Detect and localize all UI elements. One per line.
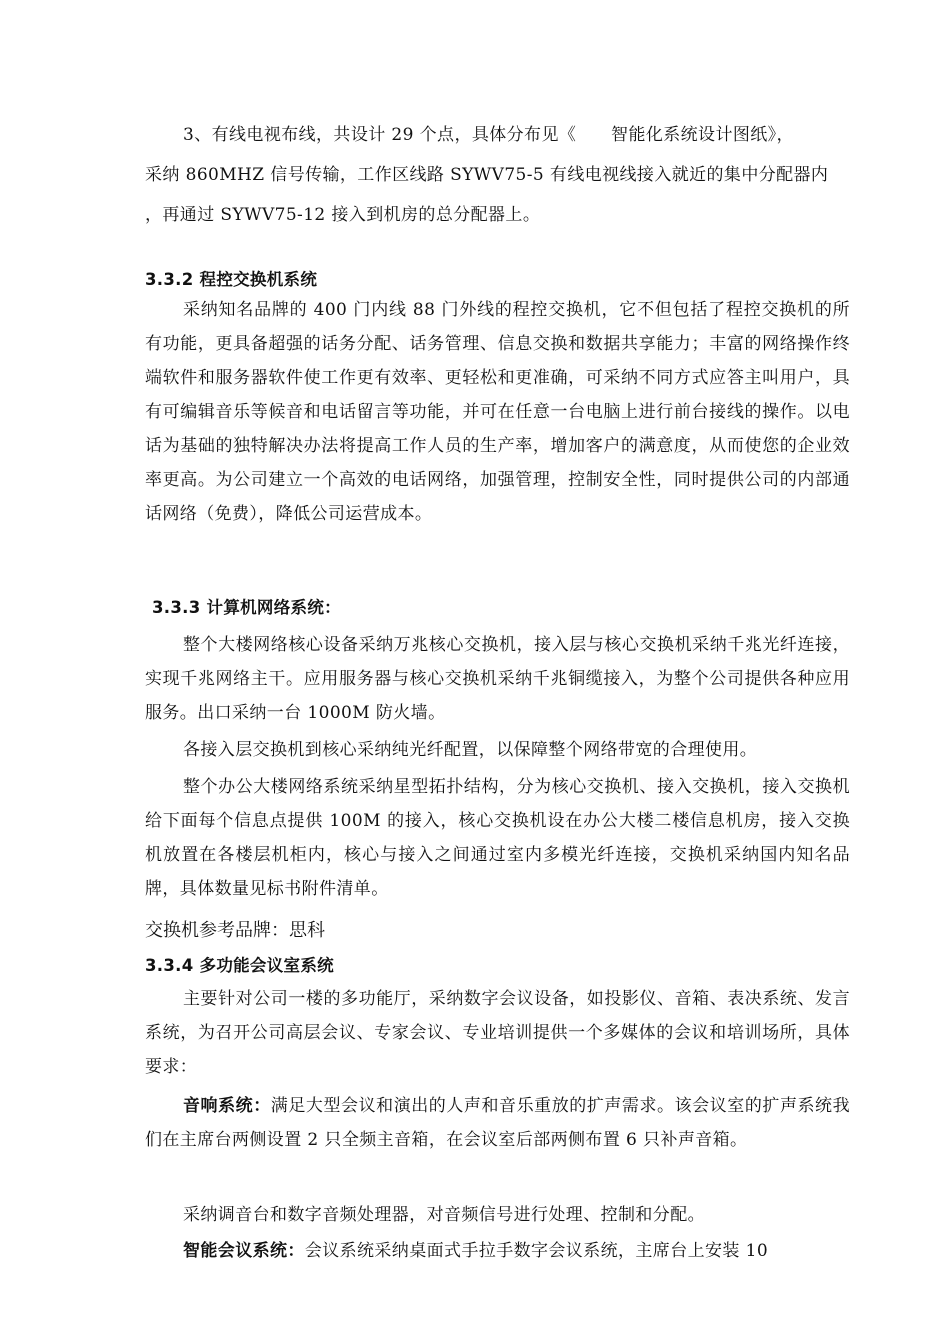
mixer-paragraph: 采纳调音台和数字音频处理器，对音频信号进行处理、控制和分配。 — [183, 1205, 705, 1225]
conference-system-paragraph — [145, 1234, 850, 1268]
conference-system-label: 智能会议系统： — [183, 1241, 305, 1261]
section-3-3-3-para-2: 各接入层交换机到核心采纳纯光纤配置，以保障整个网络带宽的合理使用。 — [183, 740, 758, 760]
conference-system-text: 会议系统采纳桌面式手拉手数字会议系统，主席台上安装 10 — [304, 1241, 769, 1261]
audio-system-text: 满足大型会议和演出的人声和音乐重放的扩声需求。该会议室的扩声系统我们在主席台两侧设置 2 只全频主音箱，在会议室后部两侧布置 6 只补声音箱。 — [145, 1096, 851, 1150]
section-heading-3-3-3: 3.3.3 计算机网络系统： — [152, 598, 341, 617]
cable-tv-line-1: 3、有线电视布线，共设计 29 个点，具体分布见《 智能化系统设计图纸》， — [183, 125, 794, 145]
section-3-3-3-para-3: 整个办公大楼网络系统采纳星型拓扑结构，分为核心交换机、接入交换机，接入交换机给下面每个信息点提供 100M 的接入，核心交换机设在办公大楼二楼信息机房，接入交换机放置在各楼层机柜内，核心与接入之间通过室内多模光纤连接，交换机采纳国内知名品牌，具体数量见标书附件清单。 — [145, 777, 850, 899]
section-heading-3-3-2: 3.3.2 程控交换机系统 — [145, 270, 318, 289]
switch-brand-line: 交换机参考品牌：思科 — [145, 920, 325, 941]
cable-tv-line-3: ，再通过 SYWV75-12 接入到机房的总分配器上。 — [145, 205, 541, 225]
cable-tv-line-2: 采纳 860MHZ 信号传输，工作区线路 SYWV75-5 有线电视线接入就近的集中分配器内 — [145, 165, 829, 185]
section-3-3-3-para-1: 整个大楼网络核心设备采纳万兆核心交换机，接入层与核心交换机采纳千兆光纤连接，实现千兆网络主干。应用服务器与核心交换机采纳千兆铜缆接入，为整个公司提供各种应用服务。出口采纳一台 1000M 防火墙。 — [145, 635, 850, 723]
section-3-3-2-body: 采纳知名品牌的 400 门内线 88 门外线的程控交换机，它不但包括了程控交换机的所有功能，更具备超强的话务分配、话务管理、信息交换和数据共享能力；丰富的网络操作终端软件和服务器软件使工作更有效率、更轻松和更准确，可采纳不同方式应答主叫用户，具有可编辑音乐等候音和电话留言等功能，并可在任意一台电脑上进行前台接线的操作。以电话为基础的独特解决办法将提高工作人员的生产率，增加客户的满意度，从而使您的企业效率更高。为公司建立一个高效的电话网络，加强管理，控制安全性，同时提供公司的内部通话网络（免费），降低公司运营成本。 — [145, 300, 850, 524]
section-3-3-4-para-1: 主要针对公司一楼的多功能厅，采纳数字会议设备，如投影仪、音箱、表决系统、发言系统，为召开公司高层会议、专家会议、专业培训提供一个多媒体的会议和培训场所，具体要求： — [145, 989, 850, 1077]
audio-system-paragraph — [145, 1089, 850, 1157]
section-heading-3-3-4: 3.3.4 多功能会议室系统 — [145, 956, 334, 975]
audio-system-label: 音响系统： — [183, 1096, 271, 1116]
